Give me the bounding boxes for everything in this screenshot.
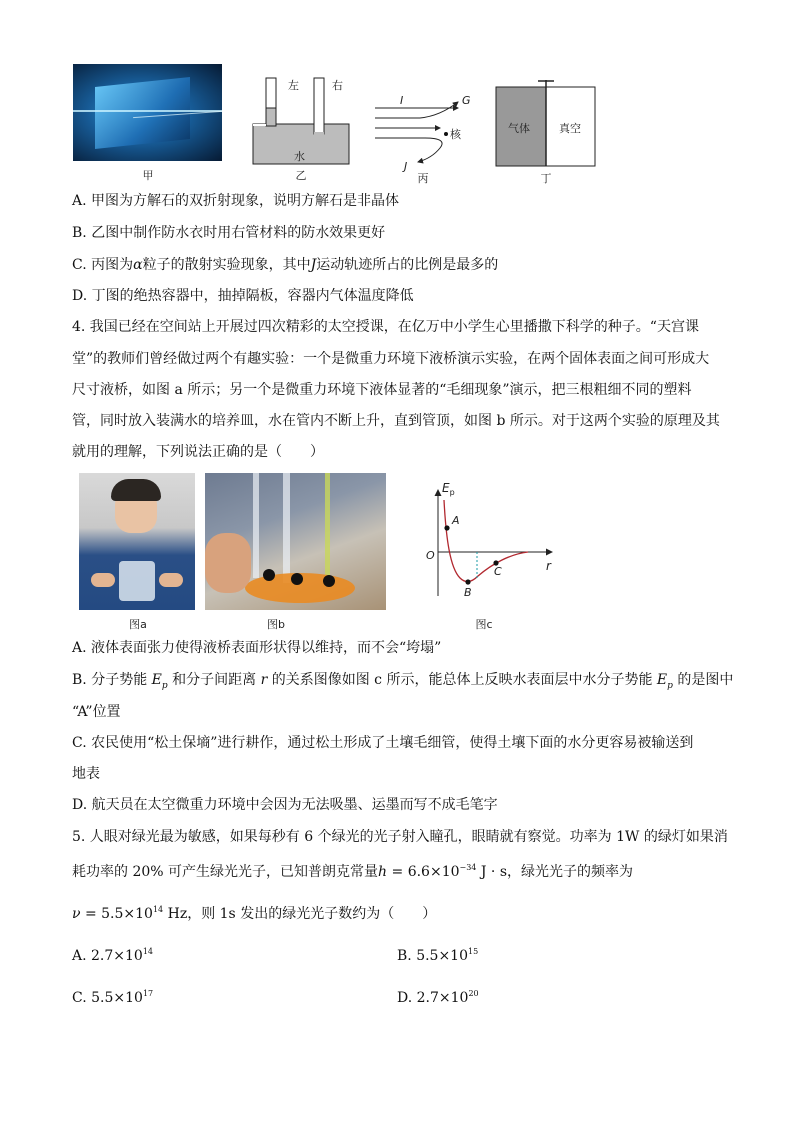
q4-option-b-line1	[72, 670, 733, 696]
q5-a-exp: 14	[142, 947, 154, 956]
ep-symbol-2: $E_p$	[656, 672, 673, 691]
q5-option-a	[72, 946, 153, 966]
q4-option-d: D. 航天员在太空微重力环境中会因为无法吸墨、运墨而写不成毛笔字	[72, 797, 498, 813]
graph-origin: O	[426, 549, 435, 562]
q3-option-d: D. 丁图的绝热容器中，抽掉隔板，容器内气体温度降低	[72, 288, 414, 304]
figure-c-potential-energy-graph	[420, 478, 560, 603]
q5-l2-unit: J · s	[476, 864, 508, 880]
caption-fig-b: 图b	[267, 618, 285, 631]
q4-line-5: 就用的理解，下列说法正确的是（ ）	[72, 444, 324, 460]
q5-l1-post: 的绿灯如果消	[639, 829, 728, 845]
q3-option-c-pre: C. 丙图为	[72, 257, 134, 273]
label-I: I	[400, 94, 404, 107]
q5-option-b	[397, 946, 478, 966]
label-gas: 气体	[508, 122, 530, 135]
figure-jia-calcite-photo	[73, 64, 222, 161]
q4-b-mid2: 的关系图像如图 c 所示，能总体上反映水表面层中水分子势能	[271, 672, 653, 688]
caption-jia: 甲	[142, 169, 154, 182]
q5-l1-pre: 5. 人眼对绿光最为敏感，如果每秒有 6 个绿光的光子射入瞳孔，眼睛就有察觉。功率为 1	[72, 829, 625, 845]
q5-l2-post: ，绿光光子的频率为	[507, 864, 634, 880]
q5-line-2	[72, 862, 633, 882]
label-vacuum: 真空	[559, 122, 581, 135]
q5-l3-val: = 5.5×10	[80, 906, 153, 922]
figure-ding-insulated-container	[495, 80, 597, 168]
q4-line-4: 管，同时放入装满水的培养皿，水在管内不断上升，直到管顶，如图 b 所示。对于这两个实验的原理及其	[72, 413, 720, 429]
q5-c-val: C. 5.5×10	[72, 990, 143, 1006]
q5-option-d	[397, 988, 479, 1008]
label-G: G	[462, 94, 471, 107]
q4-option-b-line2: “A”位置	[72, 704, 121, 720]
q3-option-c-mid: 粒子的散射实验现象，其中	[142, 257, 311, 273]
q3-option-c-post: 运动轨迹所占的比例是最多的	[316, 257, 499, 273]
q5-l2-val: = 6.6×10	[387, 864, 460, 880]
q5-line-3	[72, 904, 436, 924]
figure-bing-alpha-scattering	[370, 88, 480, 176]
alpha-symbol: α	[133, 257, 143, 273]
figure-yi-capillary-tubes	[252, 74, 352, 166]
q3-option-a: A. 甲图为方解石的双折射现象，说明方解石是非晶体	[72, 193, 400, 209]
q5-l1-unit: W	[624, 829, 640, 845]
q5-a-val: A. 2.7×10	[72, 948, 143, 964]
q3-option-c	[72, 255, 498, 275]
q5-d-exp: 20	[468, 989, 479, 998]
q5-l3-post: ，则 1s 发出的绿光光子数约为（ ）	[187, 906, 437, 922]
q4-b-post: 的是图中	[677, 672, 734, 688]
q5-l2-exp: −34	[459, 863, 477, 872]
j-symbol: J	[310, 257, 317, 273]
q4-option-a: A. 液体表面张力使得液桥表面形状得以维持，而不会“垮塌”	[72, 640, 442, 656]
q5-c-exp: 17	[142, 989, 154, 998]
q3-option-b: B. 乙图中制作防水衣时用右管材料的防水效果更好	[72, 225, 386, 241]
nu-symbol: ν	[72, 906, 81, 922]
caption-fig-c: 图c	[475, 618, 493, 631]
caption-ding: 丁	[540, 172, 552, 185]
label-right: 右	[332, 79, 343, 92]
graph-ylabel: $E_p$	[442, 481, 455, 497]
q5-l2-pre: 耗功率的 20% 可产生绿光光子，已知普朗克常量	[72, 864, 379, 880]
q4-option-c-line1: C. 农民使用“松土保墒”进行耕作，通过松土形成了土壤毛细管，使得土壤下面的水分更容易被输送到	[72, 735, 694, 751]
graph-point-c: C	[494, 565, 502, 578]
caption-bing: 丙	[417, 172, 429, 185]
label-nucleus: 核	[450, 128, 461, 141]
q4-line-1: 4. 我国已经在空间站上开展过四次精彩的太空授课，在亿万中小学生心里播撒下科学的种子。“天宫课	[72, 319, 699, 335]
ep-symbol-1: $E_p$	[151, 672, 168, 691]
label-water: 水	[294, 150, 305, 163]
q4-line-3: 尺寸液桥，如图 a 所示；另一个是微重力环境下液体显著的“毛细现象”演示，把三根粗细不同的塑料	[72, 382, 692, 398]
graph-xlabel: r	[546, 559, 551, 573]
h-symbol: h	[378, 864, 388, 880]
q5-line-1	[72, 827, 728, 847]
q5-option-c	[72, 988, 153, 1008]
label-left: 左	[288, 79, 299, 92]
q4-b-mid: 和分子间距离	[172, 672, 257, 688]
q4-line-2: 堂”的教师们曾经做过两个有趣实验：一个是微重力环境下液桥演示实验，在两个固体表面之间可形成大	[72, 351, 710, 367]
q5-b-exp: 15	[468, 947, 479, 956]
graph-point-b: B	[464, 586, 472, 599]
caption-fig-a: 图a	[129, 618, 147, 631]
graph-point-a: A	[452, 514, 460, 527]
q4-option-c-line2: 地表	[72, 766, 100, 782]
q5-b-val: B. 5.5×10	[397, 948, 468, 964]
q5-l3-unit: Hz	[163, 906, 188, 922]
caption-yi: 乙	[295, 169, 307, 182]
r-symbol: r	[260, 672, 268, 688]
q5-l3-exp: 14	[152, 905, 164, 914]
label-J: J	[404, 160, 408, 173]
q5-d-val: D. 2.7×10	[397, 990, 469, 1006]
figure-b-capillary-photo	[205, 473, 386, 610]
q4-b-pre: B. 分子势能	[72, 672, 148, 688]
figure-a-liquid-bridge-photo	[79, 473, 195, 610]
